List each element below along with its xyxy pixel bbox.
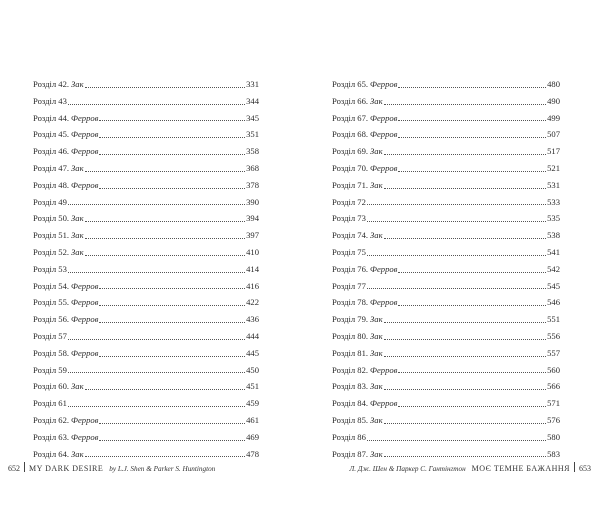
chapter-number: Розділ 58. bbox=[33, 347, 70, 358]
page-reference: 551 bbox=[547, 314, 560, 325]
chapter-narrator: Зак bbox=[370, 146, 383, 157]
chapter-narrator: Ферров bbox=[71, 414, 99, 425]
book-authors: by L.J. Shen & Parker S. Huntington bbox=[109, 465, 216, 473]
footer-divider bbox=[24, 462, 25, 472]
dot-leader bbox=[99, 153, 245, 155]
toc-entry bbox=[332, 395, 560, 412]
page-reference: 560 bbox=[547, 364, 560, 375]
toc-entry bbox=[33, 210, 259, 227]
toc-entry bbox=[332, 93, 560, 110]
chapter-number: Розділ 43 bbox=[33, 95, 67, 106]
dot-leader bbox=[68, 103, 245, 105]
toc-entry bbox=[33, 395, 259, 412]
dot-leader bbox=[85, 220, 245, 222]
chapter-narrator: Зак bbox=[370, 179, 383, 190]
chapter-narrator: Зак bbox=[370, 230, 383, 241]
chapter-number: Розділ 87. bbox=[332, 448, 369, 459]
chapter-number: Розділ 42. bbox=[33, 79, 70, 89]
dot-leader bbox=[398, 304, 546, 306]
chapter-narrator: Ферров bbox=[71, 129, 99, 140]
toc-entry-label bbox=[332, 261, 397, 278]
dot-leader bbox=[68, 371, 245, 373]
toc-entry bbox=[332, 412, 560, 429]
dot-leader bbox=[85, 170, 245, 172]
page-reference: 566 bbox=[547, 381, 560, 392]
page-reference: 507 bbox=[547, 129, 560, 140]
page-number: 653 bbox=[579, 464, 591, 473]
toc-entry bbox=[33, 194, 259, 211]
dot-leader bbox=[99, 439, 245, 441]
chapter-narrator: Зак bbox=[71, 79, 84, 89]
page-reference: 571 bbox=[547, 398, 560, 409]
toc-entry bbox=[332, 160, 560, 177]
chapter-number: Розділ 82. bbox=[332, 364, 369, 375]
toc-entry bbox=[33, 76, 259, 93]
chapter-narrator: Зак bbox=[370, 330, 383, 341]
toc-entry bbox=[33, 311, 259, 328]
dot-leader bbox=[99, 355, 245, 357]
chapter-narrator: Ферров bbox=[370, 398, 398, 409]
chapter-narrator: Ферров bbox=[370, 79, 398, 89]
toc-entry bbox=[33, 345, 259, 362]
chapter-number: Розділ 81. bbox=[332, 347, 369, 358]
dot-leader bbox=[398, 271, 546, 273]
toc-entry-label bbox=[332, 194, 366, 211]
toc-entry bbox=[33, 294, 259, 311]
page-reference: 394 bbox=[246, 213, 259, 224]
dot-leader bbox=[384, 321, 546, 323]
toc-entry bbox=[332, 278, 560, 295]
toc-entry-label bbox=[33, 160, 84, 177]
toc-entry-label bbox=[33, 177, 98, 194]
toc-entry-label bbox=[332, 362, 397, 379]
toc-entry-label bbox=[33, 110, 98, 127]
page-reference: 490 bbox=[547, 95, 560, 106]
dot-leader bbox=[398, 371, 546, 373]
toc-entry bbox=[332, 345, 560, 362]
right-page bbox=[300, 0, 600, 518]
toc-entry bbox=[33, 278, 259, 295]
chapter-narrator: Ферров bbox=[370, 263, 398, 274]
chapter-narrator: Ферров bbox=[71, 347, 99, 358]
page-reference: 422 bbox=[246, 297, 259, 308]
chapter-narrator: Зак bbox=[370, 314, 383, 325]
chapter-number: Розділ 49 bbox=[33, 196, 67, 207]
chapter-narrator: Ферров bbox=[71, 314, 99, 325]
page-reference: 444 bbox=[246, 330, 259, 341]
chapter-number: Розділ 70. bbox=[332, 162, 369, 173]
chapter-narrator: Ферров bbox=[71, 297, 99, 308]
toc-entry-label bbox=[332, 126, 397, 143]
dot-leader bbox=[85, 237, 245, 239]
chapter-number: Розділ 55. bbox=[33, 297, 70, 308]
toc-entry-label bbox=[33, 328, 67, 345]
toc-entry bbox=[332, 244, 560, 261]
page-reference: 538 bbox=[547, 230, 560, 241]
page-reference: 556 bbox=[547, 330, 560, 341]
toc-entry bbox=[332, 76, 560, 93]
page-reference: 546 bbox=[547, 297, 560, 308]
page-reference: 378 bbox=[246, 179, 259, 190]
page-reference: 580 bbox=[547, 431, 560, 442]
toc-entry-label bbox=[332, 160, 397, 177]
toc-entry-label bbox=[332, 395, 397, 412]
chapter-narrator: Ферров bbox=[370, 364, 398, 375]
chapter-number: Розділ 78. bbox=[332, 297, 369, 308]
dot-leader bbox=[99, 287, 245, 289]
page-reference: 368 bbox=[246, 162, 259, 173]
book-authors: Л. Дж. Шен & Паркер С. Гантінгтон bbox=[349, 465, 466, 473]
right-page-footer bbox=[349, 462, 591, 475]
dot-leader bbox=[398, 119, 546, 121]
chapter-narrator: Ферров bbox=[71, 431, 99, 442]
page-reference: 531 bbox=[547, 179, 560, 190]
book-title: МОЄ ТЕМНЕ БАЖАННЯ bbox=[471, 464, 570, 473]
dot-leader bbox=[384, 237, 546, 239]
chapter-number: Розділ 61 bbox=[33, 398, 67, 409]
page-reference: 478 bbox=[246, 448, 259, 459]
toc-entry-label bbox=[33, 244, 84, 261]
page-reference: 345 bbox=[246, 112, 259, 123]
toc-entry-label bbox=[33, 126, 98, 143]
dot-leader bbox=[99, 422, 245, 424]
chapter-number: Розділ 85. bbox=[332, 414, 369, 425]
chapter-narrator: Зак bbox=[71, 213, 84, 224]
page-reference: 521 bbox=[547, 162, 560, 173]
dot-leader bbox=[68, 271, 245, 273]
chapter-narrator: Ферров bbox=[71, 179, 99, 190]
dot-leader bbox=[85, 254, 245, 256]
dot-leader bbox=[384, 455, 546, 457]
toc-entry-label bbox=[332, 93, 383, 110]
toc-entry bbox=[332, 227, 560, 244]
chapter-number: Розділ 44. bbox=[33, 112, 70, 123]
chapter-narrator: Зак bbox=[71, 448, 84, 459]
chapter-narrator: Зак bbox=[71, 162, 84, 173]
chapter-number: Розділ 64. bbox=[33, 448, 70, 459]
toc-entry bbox=[332, 446, 560, 463]
toc-entry bbox=[332, 429, 560, 446]
chapter-narrator: Зак bbox=[370, 414, 383, 425]
toc-entry-label bbox=[33, 93, 67, 110]
dot-leader bbox=[384, 338, 546, 340]
toc-entry bbox=[33, 126, 259, 143]
chapter-number: Розділ 65. bbox=[332, 79, 369, 89]
toc-entry bbox=[33, 244, 259, 261]
toc-entry bbox=[332, 311, 560, 328]
dot-leader bbox=[398, 170, 546, 172]
dot-leader bbox=[99, 187, 245, 189]
toc-entry bbox=[332, 126, 560, 143]
chapter-narrator: Ферров bbox=[71, 112, 99, 123]
chapter-number: Розділ 45. bbox=[33, 129, 70, 140]
toc-entry-label bbox=[332, 110, 397, 127]
page-reference: 535 bbox=[547, 213, 560, 224]
chapter-narrator: Ферров bbox=[370, 162, 398, 173]
toc-entry-label bbox=[33, 194, 67, 211]
page-reference: 351 bbox=[246, 129, 259, 140]
toc-entry-label bbox=[33, 294, 98, 311]
chapter-number: Розділ 48. bbox=[33, 179, 70, 190]
page-reference: 397 bbox=[246, 230, 259, 241]
chapter-narrator: Зак bbox=[370, 381, 383, 392]
dot-leader bbox=[85, 86, 245, 88]
chapter-narrator: Зак bbox=[370, 95, 383, 106]
toc-entry-label bbox=[332, 143, 383, 160]
toc-entry-label bbox=[33, 311, 98, 328]
dot-leader bbox=[367, 439, 546, 441]
chapter-narrator: Ферров bbox=[71, 146, 99, 157]
page-reference: 480 bbox=[547, 79, 560, 89]
chapter-narrator: Ферров bbox=[370, 297, 398, 308]
dot-leader bbox=[367, 287, 546, 289]
chapter-narrator: Ферров bbox=[370, 112, 398, 123]
toc-entry bbox=[332, 110, 560, 127]
chapter-narrator: Ферров bbox=[71, 280, 99, 291]
dot-leader bbox=[68, 338, 245, 340]
chapter-number: Розділ 72 bbox=[332, 196, 366, 207]
page-reference: 541 bbox=[547, 246, 560, 257]
chapter-number: Розділ 71. bbox=[332, 179, 369, 190]
toc-entry bbox=[33, 177, 259, 194]
chapter-number: Розділ 54. bbox=[33, 280, 70, 291]
toc-entry bbox=[33, 227, 259, 244]
page-reference: 459 bbox=[246, 398, 259, 409]
left-page-footer bbox=[8, 462, 215, 475]
dot-leader bbox=[384, 153, 546, 155]
toc-entry bbox=[33, 93, 259, 110]
toc-entry bbox=[332, 378, 560, 395]
chapter-narrator: Зак bbox=[71, 230, 84, 241]
toc-entry-label bbox=[332, 328, 383, 345]
chapter-number: Розділ 53 bbox=[33, 263, 67, 274]
toc-entry-label bbox=[33, 76, 84, 93]
toc-entry bbox=[332, 362, 560, 379]
page-reference: 542 bbox=[547, 263, 560, 274]
table-of-contents-left bbox=[33, 76, 259, 462]
dot-leader bbox=[85, 388, 245, 390]
toc-entry bbox=[33, 160, 259, 177]
toc-entry-label bbox=[332, 378, 383, 395]
page-reference: 358 bbox=[246, 146, 259, 157]
chapter-narrator: Зак bbox=[370, 347, 383, 358]
dot-leader bbox=[384, 187, 546, 189]
chapter-number: Розділ 83. bbox=[332, 381, 369, 392]
dot-leader bbox=[384, 103, 546, 105]
toc-entry-label bbox=[33, 395, 67, 412]
page-reference: 576 bbox=[547, 414, 560, 425]
toc-entry-label bbox=[332, 227, 383, 244]
chapter-number: Розділ 66. bbox=[332, 95, 369, 106]
toc-entry bbox=[33, 429, 259, 446]
toc-entry bbox=[33, 378, 259, 395]
dot-leader bbox=[384, 355, 546, 357]
chapter-number: Розділ 63. bbox=[33, 431, 70, 442]
toc-entry bbox=[33, 110, 259, 127]
page-reference: 390 bbox=[246, 196, 259, 207]
chapter-number: Розділ 74. bbox=[332, 230, 369, 241]
chapter-number: Розділ 69. bbox=[332, 146, 369, 157]
page-reference: 583 bbox=[547, 448, 560, 459]
toc-entry bbox=[33, 362, 259, 379]
dot-leader bbox=[68, 203, 245, 205]
chapter-number: Розділ 79. bbox=[332, 314, 369, 325]
dot-leader bbox=[367, 220, 546, 222]
chapter-number: Розділ 59 bbox=[33, 364, 67, 375]
dot-leader bbox=[99, 119, 245, 121]
toc-entry-label bbox=[33, 446, 84, 463]
dot-leader bbox=[367, 254, 546, 256]
toc-entry bbox=[332, 210, 560, 227]
chapter-number: Розділ 47. bbox=[33, 162, 70, 173]
chapter-number: Розділ 50. bbox=[33, 213, 70, 224]
chapter-number: Розділ 62. bbox=[33, 414, 70, 425]
page-reference: 451 bbox=[246, 381, 259, 392]
chapter-narrator: Зак bbox=[71, 246, 84, 257]
page-reference: 445 bbox=[246, 347, 259, 358]
chapter-narrator: Зак bbox=[71, 381, 84, 392]
chapter-number: Розділ 52. bbox=[33, 246, 70, 257]
toc-entry-label bbox=[33, 227, 84, 244]
dot-leader bbox=[384, 388, 546, 390]
toc-entry-label bbox=[332, 345, 383, 362]
page-reference: 461 bbox=[246, 414, 259, 425]
toc-entry-label bbox=[332, 429, 366, 446]
chapter-number: Розділ 68. bbox=[332, 129, 369, 140]
page-reference: 557 bbox=[547, 347, 560, 358]
dot-leader bbox=[85, 455, 245, 457]
toc-entry-label bbox=[33, 210, 84, 227]
chapter-number: Розділ 75 bbox=[332, 246, 366, 257]
toc-entry-label bbox=[33, 261, 67, 278]
page-reference: 545 bbox=[547, 280, 560, 291]
footer-divider bbox=[574, 462, 575, 472]
toc-entry-label bbox=[33, 412, 98, 429]
page-reference: 533 bbox=[547, 196, 560, 207]
toc-entry bbox=[33, 261, 259, 278]
chapter-number: Розділ 86 bbox=[332, 431, 366, 442]
toc-entry-label bbox=[33, 143, 98, 160]
page-reference: 436 bbox=[246, 314, 259, 325]
chapter-number: Розділ 77 bbox=[332, 280, 366, 291]
chapter-number: Розділ 76. bbox=[332, 263, 369, 274]
toc-entry bbox=[33, 446, 259, 463]
toc-entry-label bbox=[33, 278, 98, 295]
toc-entry-label bbox=[332, 311, 383, 328]
dot-leader bbox=[398, 405, 546, 407]
toc-entry-label bbox=[33, 345, 98, 362]
chapter-number: Розділ 73 bbox=[332, 213, 366, 224]
toc-entry-label bbox=[332, 294, 397, 311]
chapter-narrator: Ферров bbox=[370, 129, 398, 140]
toc-entry bbox=[332, 143, 560, 160]
chapter-number: Розділ 84. bbox=[332, 398, 369, 409]
page-reference: 344 bbox=[246, 95, 259, 106]
dot-leader bbox=[99, 321, 245, 323]
chapter-number: Розділ 46. bbox=[33, 146, 70, 157]
dot-leader bbox=[398, 86, 546, 88]
chapter-number: Розділ 80. bbox=[332, 330, 369, 341]
toc-entry-label bbox=[332, 412, 383, 429]
dot-leader bbox=[99, 136, 245, 138]
chapter-number: Розділ 67. bbox=[332, 112, 369, 123]
toc-entry-label bbox=[332, 177, 383, 194]
page-reference: 414 bbox=[246, 263, 259, 274]
toc-entry-label bbox=[332, 76, 397, 93]
toc-entry bbox=[332, 328, 560, 345]
chapter-number: Розділ 57 bbox=[33, 330, 67, 341]
chapter-number: Розділ 60. bbox=[33, 381, 70, 392]
toc-entry bbox=[33, 143, 259, 160]
toc-entry bbox=[33, 328, 259, 345]
table-of-contents-right bbox=[332, 76, 560, 462]
toc-entry bbox=[332, 194, 560, 211]
chapter-number: Розділ 56. bbox=[33, 314, 70, 325]
dot-leader bbox=[68, 405, 245, 407]
toc-entry-label bbox=[332, 278, 366, 295]
book-title: MY DARK DESIRE bbox=[29, 464, 104, 473]
dot-leader bbox=[367, 203, 546, 205]
dot-leader bbox=[99, 304, 245, 306]
toc-entry-label bbox=[332, 446, 383, 463]
toc-entry-label bbox=[33, 362, 67, 379]
dot-leader bbox=[384, 422, 546, 424]
toc-entry-label bbox=[332, 210, 366, 227]
toc-entry-label bbox=[332, 244, 366, 261]
toc-entry bbox=[332, 177, 560, 194]
page-reference: 499 bbox=[547, 112, 560, 123]
toc-entry bbox=[332, 261, 560, 278]
page-reference: 331 bbox=[246, 79, 259, 89]
page-reference: 517 bbox=[547, 146, 560, 157]
toc-entry-label bbox=[33, 429, 98, 446]
page-reference: 410 bbox=[246, 246, 259, 257]
chapter-narrator: Зак bbox=[370, 448, 383, 459]
toc-entry bbox=[33, 412, 259, 429]
chapter-number: Розділ 51. bbox=[33, 230, 70, 241]
toc-entry bbox=[332, 294, 560, 311]
page-reference: 469 bbox=[246, 431, 259, 442]
page-number: 652 bbox=[8, 464, 20, 473]
page-reference: 416 bbox=[246, 280, 259, 291]
toc-entry-label bbox=[33, 378, 84, 395]
page-reference: 450 bbox=[246, 364, 259, 375]
dot-leader bbox=[398, 136, 546, 138]
